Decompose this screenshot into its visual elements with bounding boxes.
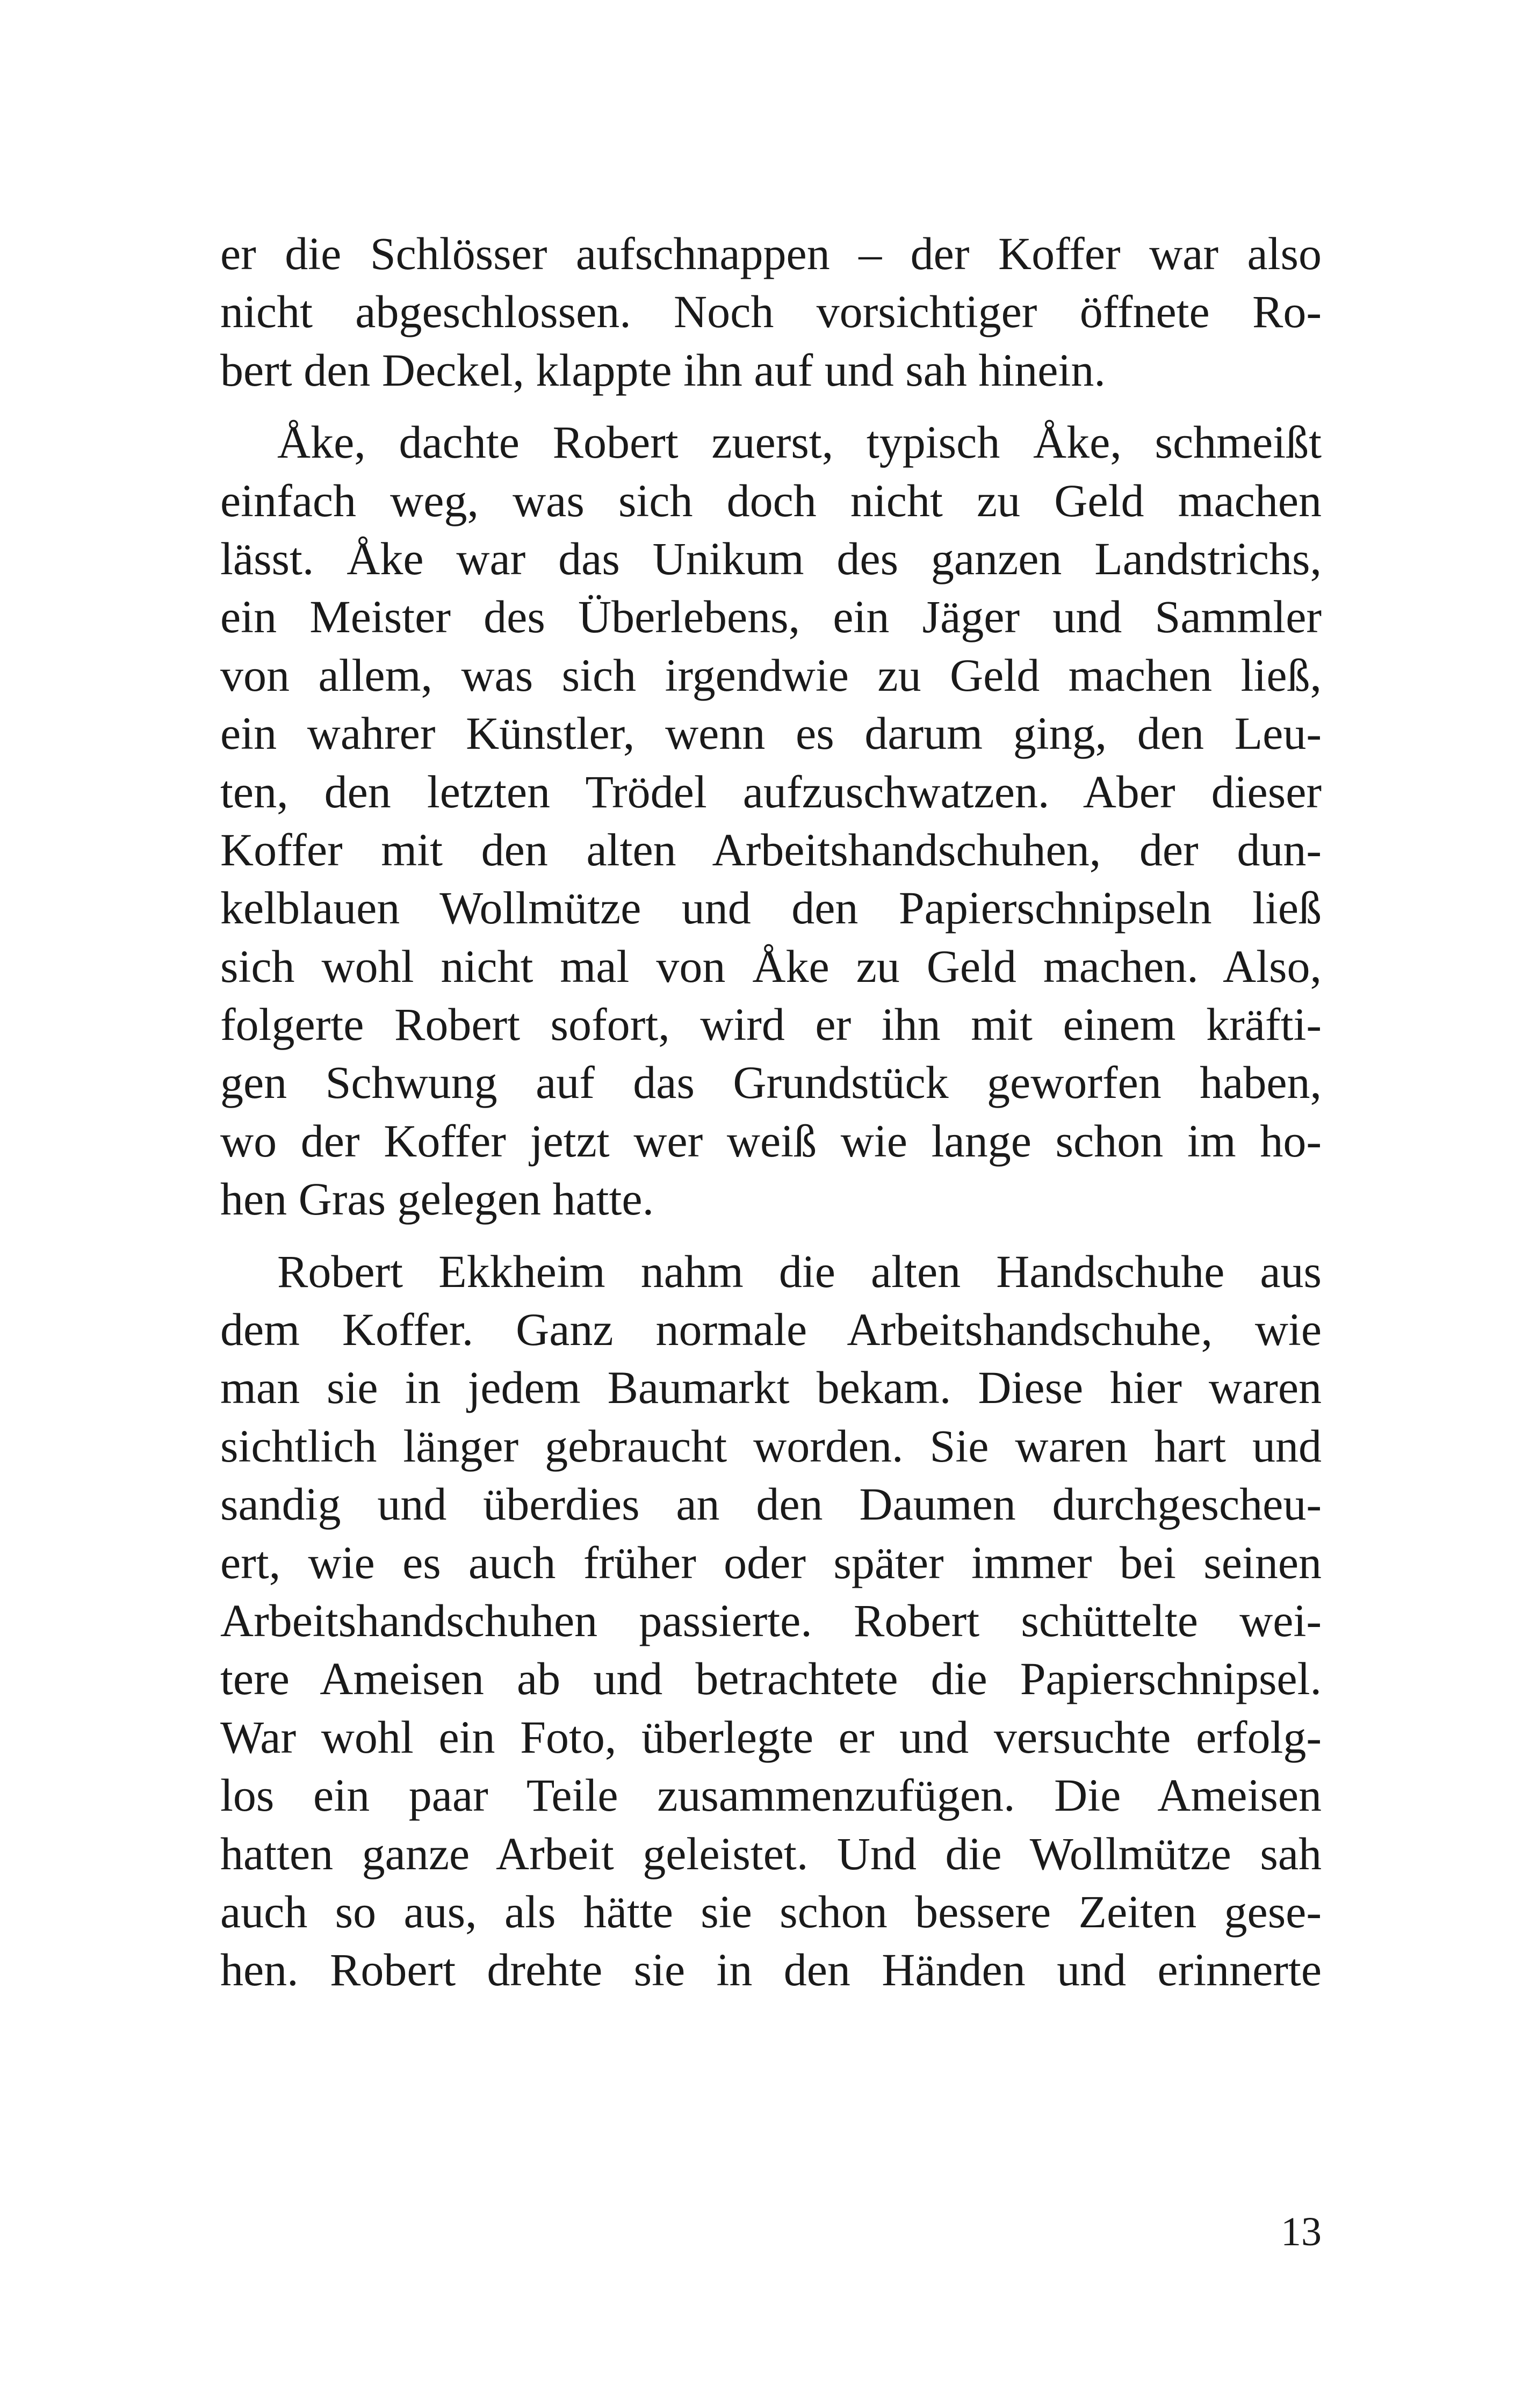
text-line: gen Schwung auf das Grundstück geworfen haben, [220, 1057, 1322, 1109]
text-line: sandig und überdies an den Daumen durchgescheu- [220, 1478, 1322, 1530]
text-line: ein wahrer Künstler, wenn es darum ging, den Leu- [220, 707, 1322, 760]
text-line: von allem, was sich irgendwie zu Geld machen ließ, [220, 649, 1322, 701]
text-line: sich wohl nicht mal von Åke zu Geld machen. Also, [220, 940, 1322, 992]
paragraph [220, 1242, 1322, 1999]
text-line: man sie in jedem Baumarkt bekam. Diese hier waren [220, 1362, 1322, 1414]
text-line: los ein paar Teile zusammenzufügen. Die Ameisen [220, 1769, 1322, 1821]
text-line: einfach weg, was sich doch nicht zu Geld machen [220, 474, 1322, 526]
text-line: kelblauen Wollmütze und den Papierschnipseln ließ [220, 882, 1322, 934]
text-line: hen Gras gelegen hatte. [220, 1173, 654, 1225]
text-line: hen. Robert drehte sie in den Händen und erinnerte [220, 1944, 1322, 1996]
text-line: auch so aus, als hätte sie schon bessere Zeiten gese- [220, 1885, 1322, 1937]
text-line: Åke, dachte Robert zuerst, typisch Åke, schmeißt [277, 416, 1322, 468]
text-line: ein Meister des Überlebens, ein Jäger und Sammler [220, 591, 1322, 643]
paragraph [220, 413, 1322, 1228]
body-text [220, 225, 1322, 1999]
text-line: War wohl ein Foto, überlegte er und versuchte erfolg- [220, 1711, 1322, 1763]
text-line: Arbeitshandschuhen passierte. Robert schüttelte wei- [220, 1594, 1322, 1646]
text-line: ert, wie es auch früher oder später immer bei seinen [220, 1536, 1322, 1588]
text-line: folgerte Robert sofort, wird er ihn mit einem kräfti- [220, 999, 1322, 1051]
page-number: 13 [1281, 2209, 1322, 2254]
paragraph [220, 225, 1322, 399]
text-line: dem Koffer. Ganz normale Arbeitshandschuhe, wie [220, 1304, 1322, 1356]
text-line: tere Ameisen ab und betrachtete die Papierschnipsel. [220, 1653, 1322, 1705]
text-line: nicht abgeschlossen. Noch vorsichtiger öffnete Ro- [220, 286, 1322, 338]
text-line: er die Schlösser aufschnappen – der Koffer war also [220, 228, 1322, 279]
text-line: sichtlich länger gebraucht worden. Sie waren hart und [220, 1420, 1322, 1472]
text-line: lässt. Åke war das Unikum des ganzen Landstrichs, [220, 532, 1322, 584]
text-line: hatten ganze Arbeit geleistet. Und die Wollmütze sah [220, 1827, 1322, 1879]
text-line: ten, den letzten Trödel aufzuschwatzen. Aber dieser [220, 765, 1322, 818]
text-line: Koffer mit den alten Arbeitshandschuhen, der dun- [220, 823, 1322, 876]
text-line: bert den Deckel, klappte ihn auf und sah hinein. [220, 344, 1106, 396]
text-line: Robert Ekkheim nahm die alten Handschuhe aus [277, 1245, 1322, 1297]
text-line: wo der Koffer jetzt wer weiß wie lange schon im ho- [220, 1115, 1322, 1167]
